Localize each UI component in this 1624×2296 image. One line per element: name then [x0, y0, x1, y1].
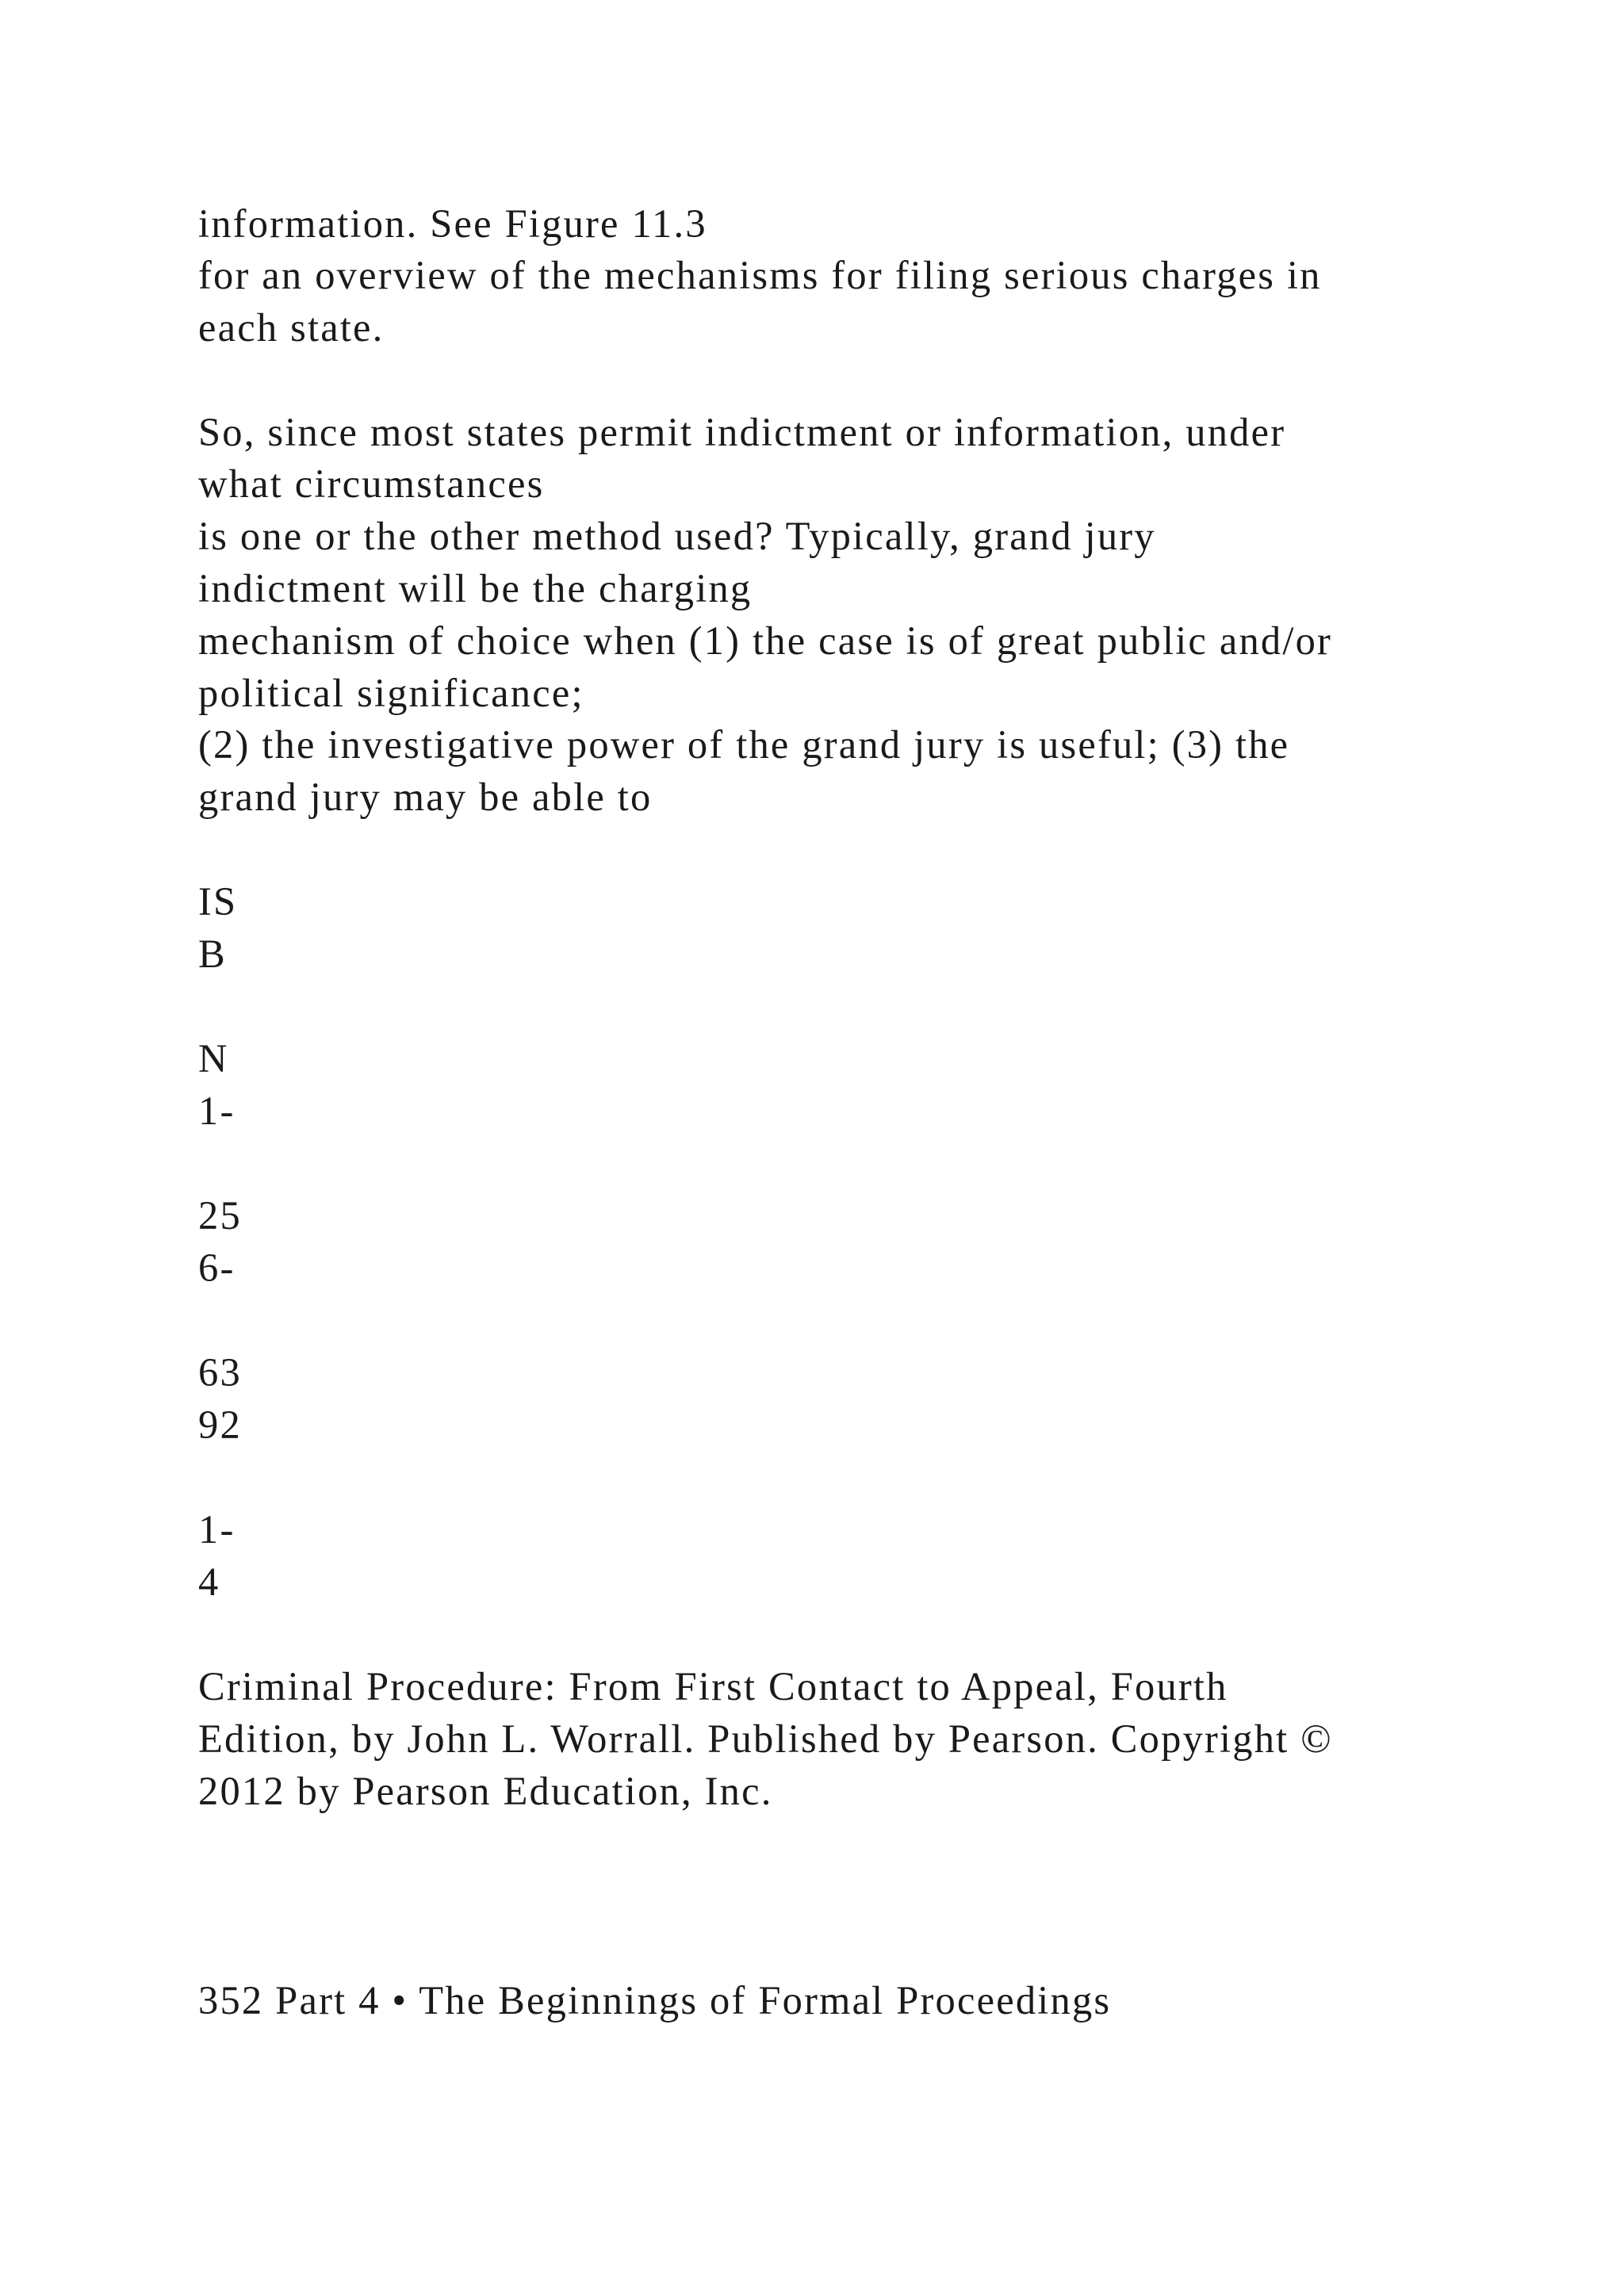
copyright-line: Criminal Procedure: From First Contact to Appeal, Fourth — [198, 1664, 1228, 1709]
copyright-line: 2012 by Pearson Education, Inc. — [198, 1769, 773, 1813]
body-line: indictment will be the charging — [198, 566, 753, 610]
body-line: information. See Figure 11.3 — [198, 201, 707, 246]
isbn-fragment: B — [198, 932, 227, 976]
body-line: for an overview of the mechanisms for filing serious charges in — [198, 253, 1322, 297]
body-line: what circumstances — [198, 461, 545, 506]
isbn-fragment: 1- — [198, 1507, 236, 1552]
isbn-fragment: IS — [198, 879, 238, 924]
isbn-fragment: 92 — [198, 1402, 242, 1447]
body-line: grand jury may be able to — [198, 775, 653, 819]
isbn-fragment: N — [198, 1036, 229, 1081]
body-line: political significance; — [198, 671, 584, 715]
isbn-fragment: 1- — [198, 1089, 236, 1133]
isbn-fragment: 4 — [198, 1559, 220, 1604]
isbn-fragment: 63 — [198, 1350, 242, 1395]
isbn-fragment: 25 — [198, 1193, 242, 1238]
body-line: each state. — [198, 305, 385, 350]
body-line: is one or the other method used? Typically, grand jury — [198, 514, 1156, 558]
body-line: mechanism of choice when (1) the case is of great public and/or — [198, 618, 1333, 663]
body-line: So, since most states permit indictment or information, under — [198, 410, 1286, 454]
body-line: (2) the investigative power of the grand jury is useful; (3) the — [198, 722, 1290, 767]
isbn-fragment: 6- — [198, 1246, 236, 1290]
running-header: 352 Part 4 • The Beginnings of Formal Proceedings — [198, 1978, 1112, 2022]
copyright-line: Edition, by John L. Worrall. Published by Pearson. Copyright © — [198, 1716, 1333, 1761]
